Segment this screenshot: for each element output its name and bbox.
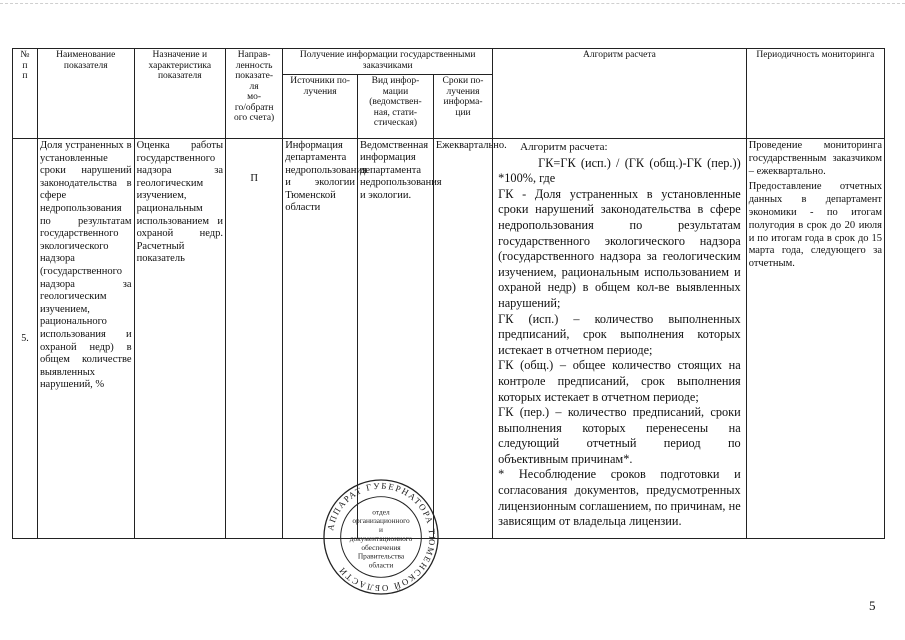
header-kind: Вид инфор- мации (ведомствен- ная, стати- стическая)	[358, 75, 434, 139]
header-number: № п п	[13, 49, 38, 139]
stamp-text-line: и	[379, 525, 383, 535]
algorithm-formula: ГК=ГК (исп.) / (ГК (общ.)-ГК (пер.)) *100%, где	[498, 155, 741, 186]
periodicity-line: Проведение мониторинга государственным заказчиком – ежеквартально.	[748, 140, 882, 177]
indicator-name: Доля устраненных в установленные сроки нарушений законодательства в сфере недропользования по результатам государственного экологического надзора (государственного надзора за геологическим изучением, рационального использования и охраной недр) в общем количестве выявленных нарушений, %	[37, 139, 134, 539]
stamp-text-line: области	[368, 560, 394, 570]
info-terms: Ежеквартально.	[433, 139, 492, 539]
algorithm-line: ГК (общ.) – общее количество стоящих на контроле предписаний, срок выполнения которых истекает в отчетном периоде;	[498, 358, 741, 404]
stamp-text-line: организационного	[352, 516, 410, 526]
algorithm-line: ГК - Доля устраненных в установленные сроки нарушений законодательства в сфере недропользования по результатам государственного экологического надзора (государственного надзора за геологическим изучением, рациональным использованием и охраной недр) в общем кол-ве выявленных нарушений;	[498, 186, 741, 310]
info-sources: Информация департамента недропользования и экологии Тюменской области	[283, 139, 358, 539]
header-name: Наименование показателя	[37, 49, 134, 139]
algorithm-line: ГК (пер.) – количество предписаний, сроки выполнения которых перенесены на следующий отчетный период по объективным причинам*.	[498, 405, 741, 466]
header-algorithm: Алгоритм расчета	[493, 49, 747, 139]
top-edge-line	[0, 3, 905, 4]
indicator-direction: П	[226, 139, 283, 539]
page-number: 5	[869, 598, 876, 613]
row-number: 5.	[13, 139, 38, 539]
table-row	[13, 139, 885, 539]
stamp-text-line: документационного	[349, 533, 413, 543]
indicator-table	[12, 48, 885, 539]
algorithm-line: ГК (исп.) – количество выполненных предписаний, срок выполнения которых истекает в отчетном периоде;	[498, 311, 741, 357]
official-stamp-seal	[322, 478, 440, 596]
header-purpose: Назначение и характеристика показателя	[134, 49, 225, 139]
header-periodicity: Периодичность мониторинга	[746, 49, 884, 139]
algorithm-heading: Алгоритм расчета:	[520, 141, 608, 153]
info-kind: Ведомственная информация департамента недропользования и экологии.	[358, 139, 434, 539]
stamp-ring-text: АППАРАТ ГУБЕРНАТОРА ТЮМЕНСКОЙ ОБЛАСТИ	[325, 480, 438, 594]
stamp-text-line: отдел	[372, 507, 390, 517]
algorithm-footnote: * Несоблюдение сроков подготовки и согласования документов, предусмотренных лицензионным соглашением, по причинам, не зависящим от владельца лицензии.	[498, 467, 741, 529]
periodicity-cell	[746, 139, 884, 539]
indicator-purpose: Оценка работы государственного надзора за геологическим изучением, рациональным использованием и охраной недр. Расчетный показатель	[134, 139, 225, 539]
stamp-text-line: Правительства	[357, 551, 405, 561]
header-terms: Сроки по- лучения информа- ции	[433, 75, 492, 139]
stamp-text-line: обеспечения	[361, 542, 401, 552]
header-direction: Направ- ленность показате- ля мо- го/обратн ого счета)	[226, 49, 283, 139]
header-info-group: Получение информации государственными заказчиками	[283, 49, 493, 75]
algorithm-cell	[493, 139, 747, 539]
periodicity-line: Предоставление отчетных данных в департамент экономики - по итогам полугодия в срок до 20 июля и по итогам года в срок до 15 марта года, следующего за отчетным.	[748, 181, 882, 270]
header-sources: Источники по- лучения	[283, 75, 358, 139]
